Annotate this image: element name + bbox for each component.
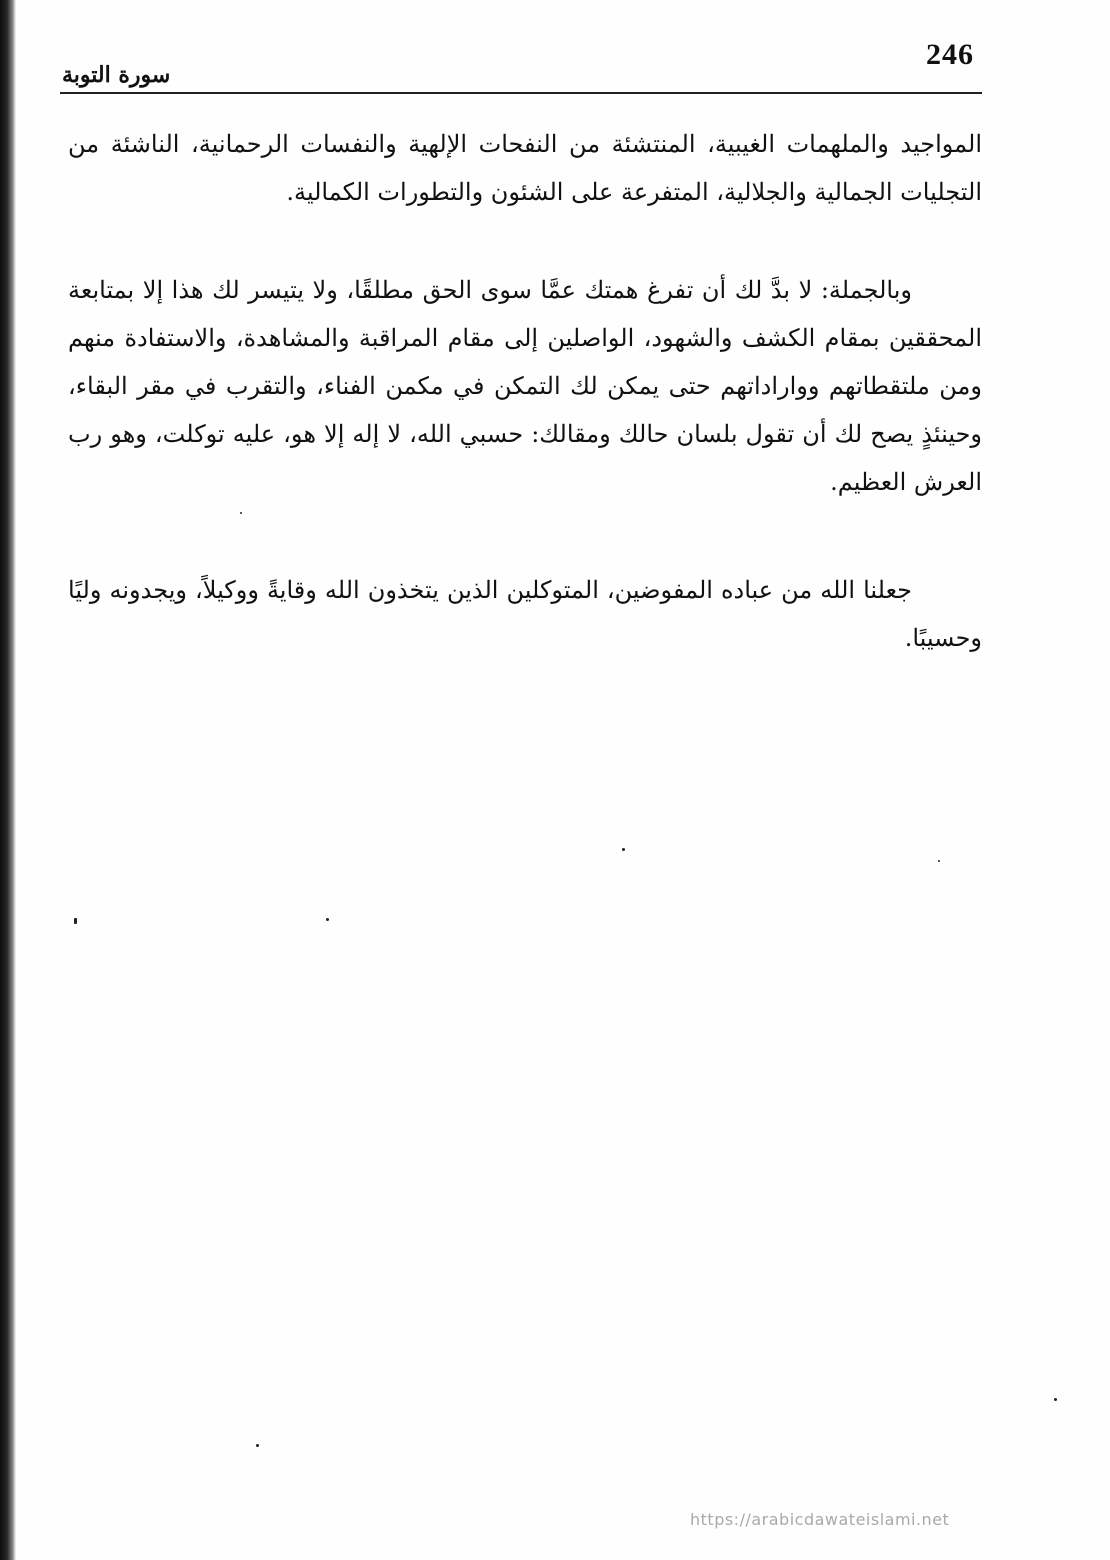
page-number: 246 (926, 38, 974, 71)
running-head-surah-title: سورة التوبة (62, 62, 171, 88)
scan-speck (240, 512, 242, 514)
scan-speck (1054, 1398, 1057, 1401)
paragraph-2: وبالجملة: لا بدَّ لك أن تفرغ همتك عمَّا سوى الحق مطلقًا، ولا يتيسر لك هذا إلا بمتابعة المحققين بمقام الكشف والشهود، الواصلين إلى مقام المراقبة والمشاهدة، والاستفادة منهم ومن ملتقطاتهم وواراداتهم حتى يمكن لك التمكن في مكمن الفناء، والتقرب في مقر البقاء، وحينئذٍ يصح لك أن تقول بلسان حالك ومقالك: حسبي الله، لا إله إلا هو، عليه توكلت، وهو رب العرش العظيم. (68, 276, 982, 496)
header-divider (60, 92, 982, 94)
scan-speck (74, 918, 77, 924)
scan-speck (622, 848, 625, 851)
paragraph-3: جعلنا الله من عباده المفوضين، المتوكلين الذين يتخذون الله وقايةً ووكيلاً، ويجدونه وليًا وحسيبًا. (68, 576, 982, 652)
watermark-url: https://arabicdawateislami.net (690, 1510, 950, 1529)
paragraph-1: المواجيد والملهمات الغيبية، المنتشئة من النفحات الإلهية والنفسات الرحمانية، الناشئة من التجليات الجمالية والجلالية، المتفرعة على الشئون والتطورات الكمالية. (68, 130, 982, 206)
scan-speck (256, 1444, 259, 1447)
scan-edge-shadow (0, 0, 16, 1560)
scan-speck (938, 860, 940, 862)
scan-speck (326, 918, 329, 921)
